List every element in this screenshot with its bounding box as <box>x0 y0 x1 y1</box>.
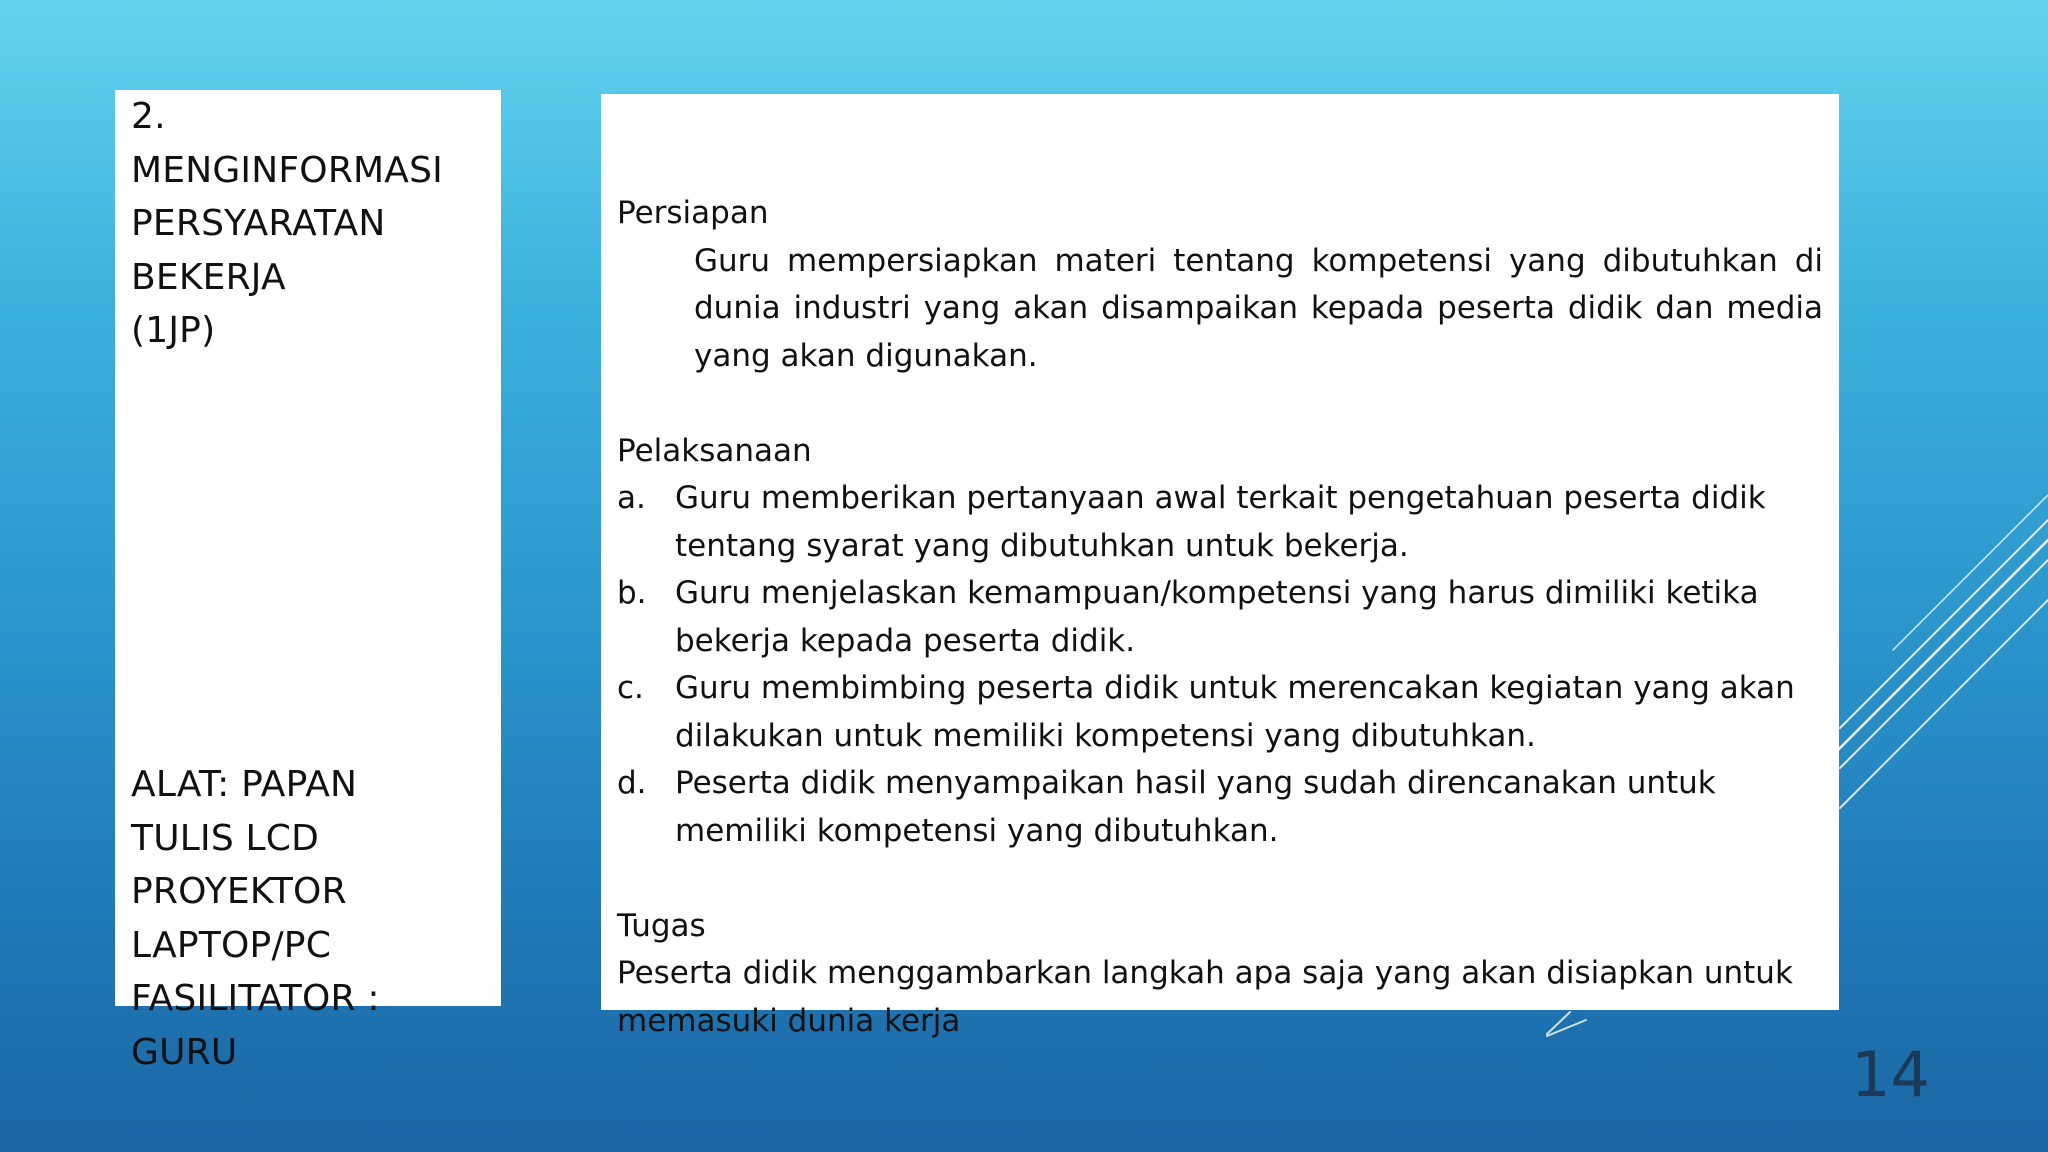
section-heading-pelaksanaan: Pelaksanaan <box>617 432 812 469</box>
tools-line: TULIS LCD <box>131 817 320 859</box>
facilitator-line: FASILITATOR : <box>131 978 380 1019</box>
spacer <box>617 380 1823 428</box>
activity-title-line: BEKERJA <box>131 256 286 298</box>
list-item-text: Guru membimbing peserta didik untuk merencakan kegiatan yang akan dilakukan untuk memiliki kompetensi yang dibutuhkan. <box>675 670 1795 754</box>
list-item-text: Peserta didik menyampaikan hasil yang sudah direncanakan untuk memiliki kompetensi yang dibutuhkan. <box>675 765 1716 849</box>
tugas-text: Peserta didik menggambarkan langkah apa saja yang akan disiapkan untuk memasuki dunia kerja <box>617 955 1793 1039</box>
list-item <box>617 570 1823 665</box>
content-text <box>617 190 1823 1045</box>
activity-number: 2. <box>131 96 166 137</box>
pelaksanaan-list <box>617 475 1823 855</box>
activity-title-line: MENGINFORMASI <box>131 149 443 191</box>
list-item <box>617 475 1823 570</box>
list-marker: b. <box>617 575 647 611</box>
list-marker: a. <box>617 480 646 516</box>
list-item-text: Guru memberikan pertanyaan awal terkait pengetahuan peserta didik tentang syarat yang dibutuhkan untuk bekerja. <box>675 480 1766 564</box>
section-heading-tugas: Tugas <box>617 907 706 944</box>
facilitator-line: GURU <box>131 1031 238 1073</box>
persiapan-text: Guru mempersiapkan materi tentang kompetensi yang dibutuhkan di dunia industri yang akan disampaikan kepada peserta didik dan media yang akan digunakan. <box>694 242 1823 374</box>
tools-line: LAPTOP/PC <box>131 924 332 966</box>
tools-line: PROYEKTOR <box>131 871 347 912</box>
tools-line: ALAT: PAPAN <box>131 764 358 805</box>
list-marker: d. <box>617 765 647 801</box>
list-item-text: Guru menjelaskan kemampuan/kompetensi yang harus dimiliki ketika bekerja kepada peserta didik. <box>675 575 1759 659</box>
activity-title-block <box>131 90 443 358</box>
spacer <box>617 855 1823 903</box>
page-number: 14 <box>1851 1038 1930 1111</box>
list-item <box>617 760 1823 855</box>
activity-title-line: PERSYARATAN <box>131 203 386 244</box>
left-info-panel <box>115 90 501 1073</box>
list-marker: c. <box>617 670 644 706</box>
list-item <box>617 665 1823 760</box>
tools-block <box>131 758 380 1079</box>
section-heading-persiapan: Persiapan <box>617 195 769 231</box>
activity-duration: (1JP) <box>131 310 216 351</box>
